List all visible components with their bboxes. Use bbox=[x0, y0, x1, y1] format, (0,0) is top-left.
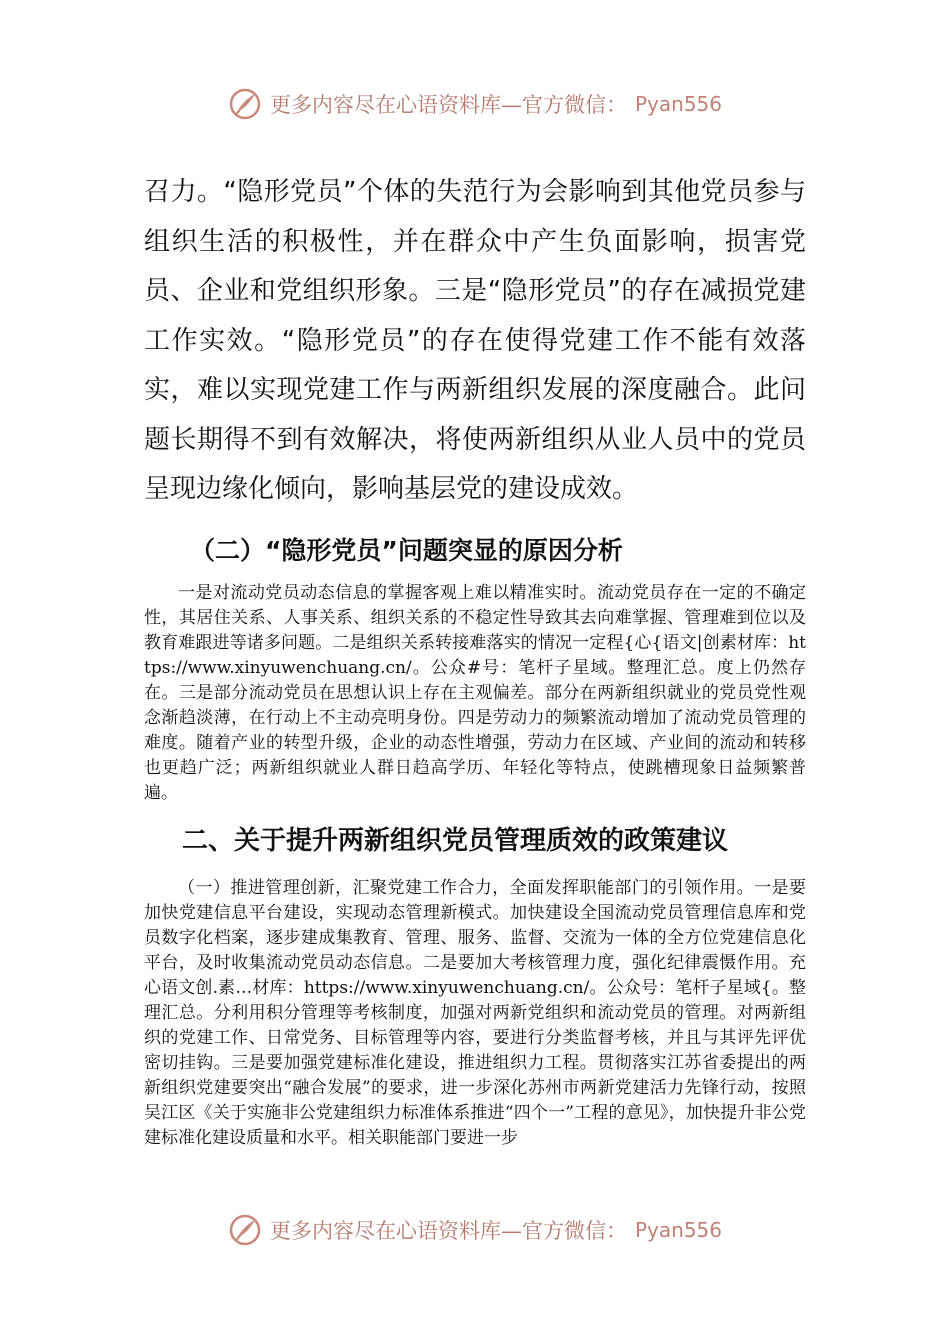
subheading-cause-analysis: （二）“隐形党员”问题突显的原因分析 bbox=[190, 535, 623, 565]
watermark-banner-top bbox=[0, 84, 950, 124]
banner-wechat-id: Pyan556 bbox=[634, 92, 722, 116]
heading-policy-recommendations: 二、关于提升两新组织党员管理质效的政策建议 bbox=[182, 825, 729, 856]
banner-text: 更多内容尽在心语资料库—官方微信： bbox=[269, 93, 627, 117]
banner-wechat-id: Pyan556 bbox=[634, 1218, 722, 1242]
watermark-banner-bottom bbox=[0, 1210, 950, 1250]
quill-logo-icon bbox=[228, 87, 262, 121]
paragraph-recommendations: （一）推进管理创新，汇聚党建工作合力，全面发挥职能部门的引领作用。一是要加快党建信息平台建设，实现动态管理新模式。加快建设全国流动党员管理信息库和党员数字化档案，逐步建成集教育、管理、服务、监督、交流为一体的全方位党建信息化平台，及时收集流动党员动态信息。二是要加大考核管理力度，强化纪律震慑作用。充心语文创.素…材库：https://www.xinyuwenchuang.cn/。公众号：笔杆子星域{。整理汇总。分利用积分管理等考核制度，加强对两新党组织和流动党员的管理。对两新组织的党建工作、日常党务、目标管理等内容，要进行分类监督考核，并且与其评先评优密切挂钩。三是要加强党建标准化建设，推进组织力工程。贯彻落实江苏省委提出的两新组织党建要突出“融合发展”的要求，进一步深化苏州市两新党建活力先锋行动，按照吴江区《关于实施非公党建组织力标准体系推进“四个一”工程的意见》，加快提升非公党建标准化建设质量和水平。相关职能部门要进一步 bbox=[144, 877, 806, 1148]
document-page bbox=[144, 168, 806, 1151]
quill-logo-icon bbox=[228, 1213, 262, 1247]
banner-text: 更多内容尽在心语资料库—官方微信： bbox=[269, 1219, 627, 1243]
lead-paragraph: 召力。“隐形党员”个体的失范行为会影响到其他党员参与组织生活的积极性，并在群众中产生负面影响，损害党员、企业和党组织形象。三是“隐形党员”的存在减损党建工作实效。“隐形党员”的存在使得党建工作不能有效落实，难以实现党建工作与两新组织发展的深度融合。此问题长期得不到有效解决，将使两新组织从业人员中的党员呈现边缘化倾向，影响基层党的建设成效。 bbox=[144, 177, 806, 504]
paragraph-causes: 一是对流动党员动态信息的掌握客观上难以精准实时。流动党员存在一定的不确定性，其居住关系、人事关系、组织关系的不稳定性导致其去向难掌握、管理难到位以及教育难跟进等诸多问题。二是组织关系转接难落实的情况一定程{心{语文|创素材库：https://www.xinyuwenchuang.cn/。公众#号：笔杆子星域。整理汇总。度上仍然存在。三是部分流动党员在思想认识上存在主观偏差。部分在两新组织就业的党员党性观念渐趋淡薄，在行动上不主动亮明身份。四是劳动力的频繁流动增加了流动党员管理的难度。随着产业的转型升级，企业的动态性增强，劳动力在区域、产业间的流动和转移也更趋广泛；两新组织就业人群日趋高学历、年轻化等特点，使跳槽现象日益频繁普遍。 bbox=[144, 582, 806, 803]
